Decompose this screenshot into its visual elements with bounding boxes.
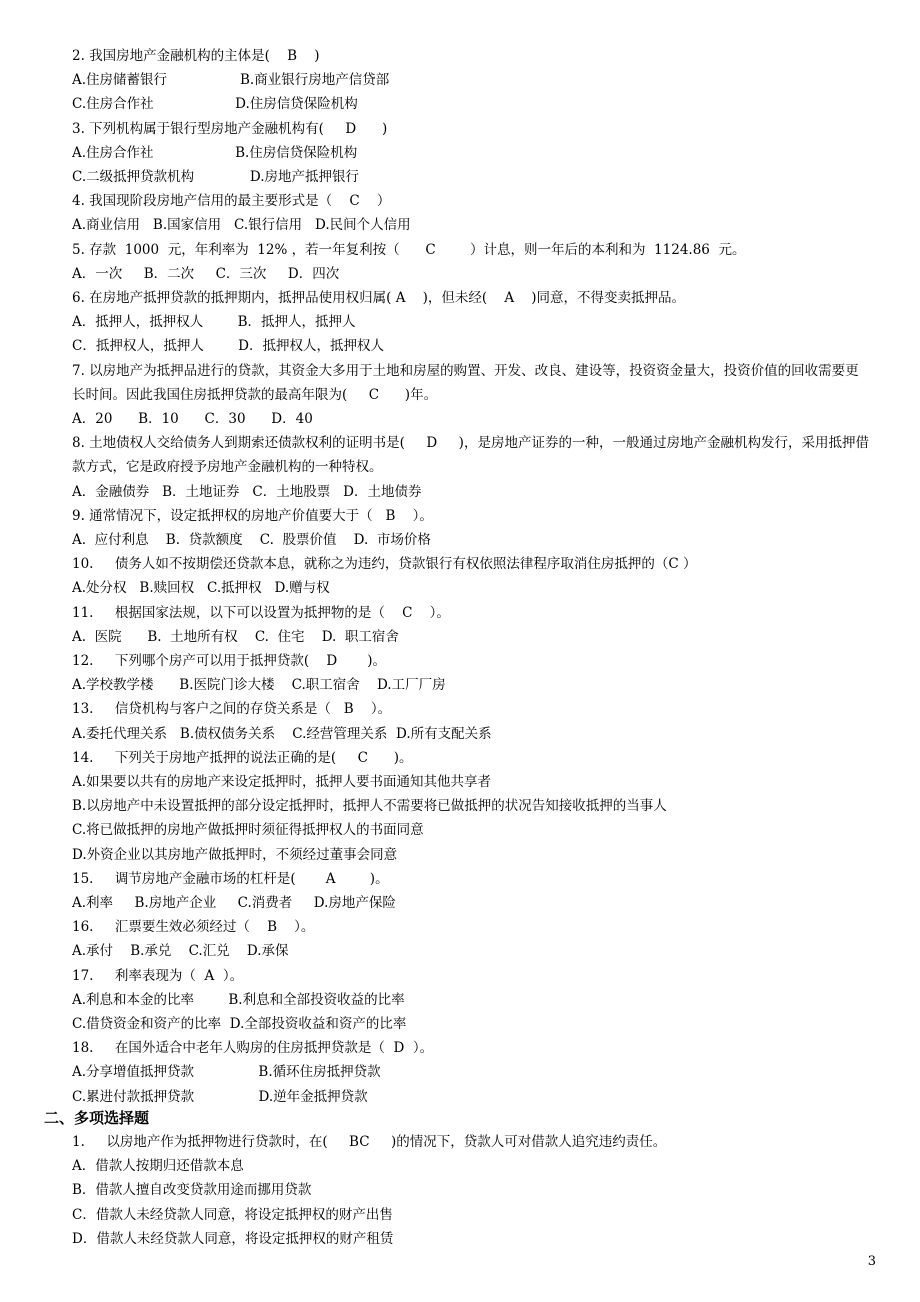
text-line: C.累进付款抵押贷款 D.逆年金抵押贷款 (72, 1088, 368, 1105)
text-line: A.如果要以共有的房地产来设定抵押时，抵押人要书面通知其他共享者 (72, 774, 492, 790)
text-line: A.商业信用 B.国家信用 C.银行信用 D.民间个人信用 (72, 217, 411, 234)
text-line: A．金融债券 B．土地证券 C．土地股票 D．土地债券 (72, 483, 422, 500)
text-line: A.利息和本金的比率 B.利息和全部投资收益的比率 (72, 991, 405, 1008)
text-line: D.外资企业以其房地产做抵押时，不须经过董事会同意 (72, 846, 398, 863)
text-line: A.处分权 B.赎回权 C.抵押权 D.赠与权 (72, 580, 330, 597)
text-line: 10. 债务人如不按期偿还贷款本息，就称之为违约，贷款银行有权依照法律程序取消住房抵押的（C ） (72, 556, 697, 573)
text-line: C.将已做抵押的房地产做抵押时须征得抵押权人的书面同意 (72, 822, 424, 839)
text-line: 1. 以房地产作为抵押物进行贷款时，在( BC )的情况下，贷款人可对借款人追究违约责任。 (72, 1134, 667, 1150)
text-line: 9. 通常情况下，设定抵押权的房地产价值要大于（ B ）。 (72, 507, 433, 524)
text-line: 8. 土地债权人交给债务人到期索还债款权利的证明书是( D )，是房地产证券的一种，一般通过房地产金融机构发行，采用抵押借 (72, 435, 869, 452)
text-line: C.住房合作社 D.住房信贷保险机构 (72, 96, 358, 113)
text-line: 长时间。因此我国住房抵押贷款的最高年限为( C )年。 (72, 386, 438, 403)
text-line: A.分享增值抵押贷款 B.循环住房抵押贷款 (72, 1064, 381, 1081)
text-line: A．20 B．10 C．30 D．40 (72, 411, 313, 427)
text-line: 11. 根据国家法规，以下可以设置为抵押物的是（ C ）。 (72, 604, 450, 621)
text-line: 7. 以房地产为抵押品进行的贷款，其资金大多用于土地和房屋的购置、开发、改良、建设等，投资资金量大，投资价值的回收需要更 (72, 362, 859, 379)
text-line: A.住房合作社 B.住房信贷保险机构 (72, 144, 358, 161)
text-line: A.委托代理关系 B.债权债务关系 C.经营管理关系 D.所有支配关系 (72, 725, 492, 742)
text-line: 15. 调节房地产金融市场的杠杆是( A )。 (72, 870, 389, 887)
text-line: C．抵押权人，抵押人 D．抵押权人，抵押权人 (72, 338, 384, 355)
text-line: A．一次 B．二次 C．三次 D．四次 (72, 265, 340, 282)
text-line: 16. 汇票要生效必须经过（ B ）。 (72, 919, 315, 936)
text-line: 4. 我国现阶段房地产信用的最主要形式是（ C ） (72, 193, 391, 210)
text-line: 3. 下列机构属于银行型房地产金融机构有( D ) (72, 120, 388, 137)
text-line: A. 应付利息 B. 贷款额度 C. 股票价值 D. 市场价格 (72, 532, 431, 548)
text-line: 6. 在房地产抵押贷款的抵押期内，抵押品使用权归属( A )，但未经( A )同意，不得变卖抵押品。 (72, 290, 686, 306)
text-line: B．借款人擅自改变贷款用途而挪用贷款 (72, 1182, 312, 1199)
text-line: C.二级抵押贷款机构 D.房地产抵押银行 (72, 169, 360, 185)
text-line: A.利率 B.房地产企业 C.消费者 D.房地产保险 (72, 895, 396, 911)
section-heading: 二、多项选择题 (44, 1109, 150, 1127)
text-line: B.以房地产中未设置抵押的部分设定抵押时，抵押人不需要将已做抵押的状况告知接收抵押的当事人 (72, 798, 667, 815)
text-line: 14. 下列关于房地产抵押的说法正确的是( C )。 (72, 749, 413, 766)
text-line: C.借贷资金和资产的比率 D.全部投资收益和资产的比率 (72, 1016, 407, 1032)
text-line: A.住房储蓄银行 B.商业银行房地产信贷部 (72, 72, 390, 89)
text-line: A．抵押人，抵押权人 B．抵押人，抵押人 (72, 314, 356, 331)
text-line: D．借款人未经贷款人同意，将设定抵押权的财产租赁 (72, 1230, 394, 1247)
text-line: 13. 信贷机构与客户之间的存贷关系是（ B ）。 (72, 701, 392, 718)
text-line: 5. 存款 1000 元，年利率为 12% ，若一年复利按（ C ）计息，则一年后的本利和为 1124.86 元。 (72, 241, 746, 258)
text-line: 17. 利率表现为（ A ）。 (72, 967, 244, 984)
text-line: 18. 在国外适合中老年人购房的住房抵押贷款是（ D ）。 (72, 1040, 434, 1057)
text-line: A.承付 B.承兑 C.汇兑 D.承保 (72, 943, 289, 960)
page-number: 3 (867, 1254, 876, 1269)
text-line: A.学校教学楼 B.医院门诊大楼 C.职工宿舍 D.工厂厂房 (72, 677, 446, 694)
text-line: 款方式，它是政府授予房地产金融机构的一种特权。 (72, 459, 383, 476)
text-line: C．借款人未经贷款人同意，将设定抵押权的财产出售 (72, 1206, 393, 1223)
text-line: 12. 下列哪个房产可以用于抵押贷款( D )。 (72, 653, 386, 669)
text-line: A．借款人按期归还借款本息 (72, 1158, 244, 1175)
text-line: A. 医院 B. 土地所有权 C. 住宅 D. 职工宿舍 (72, 628, 399, 645)
text-line: 2. 我国房地产金融机构的主体是( B ) (72, 48, 320, 64)
